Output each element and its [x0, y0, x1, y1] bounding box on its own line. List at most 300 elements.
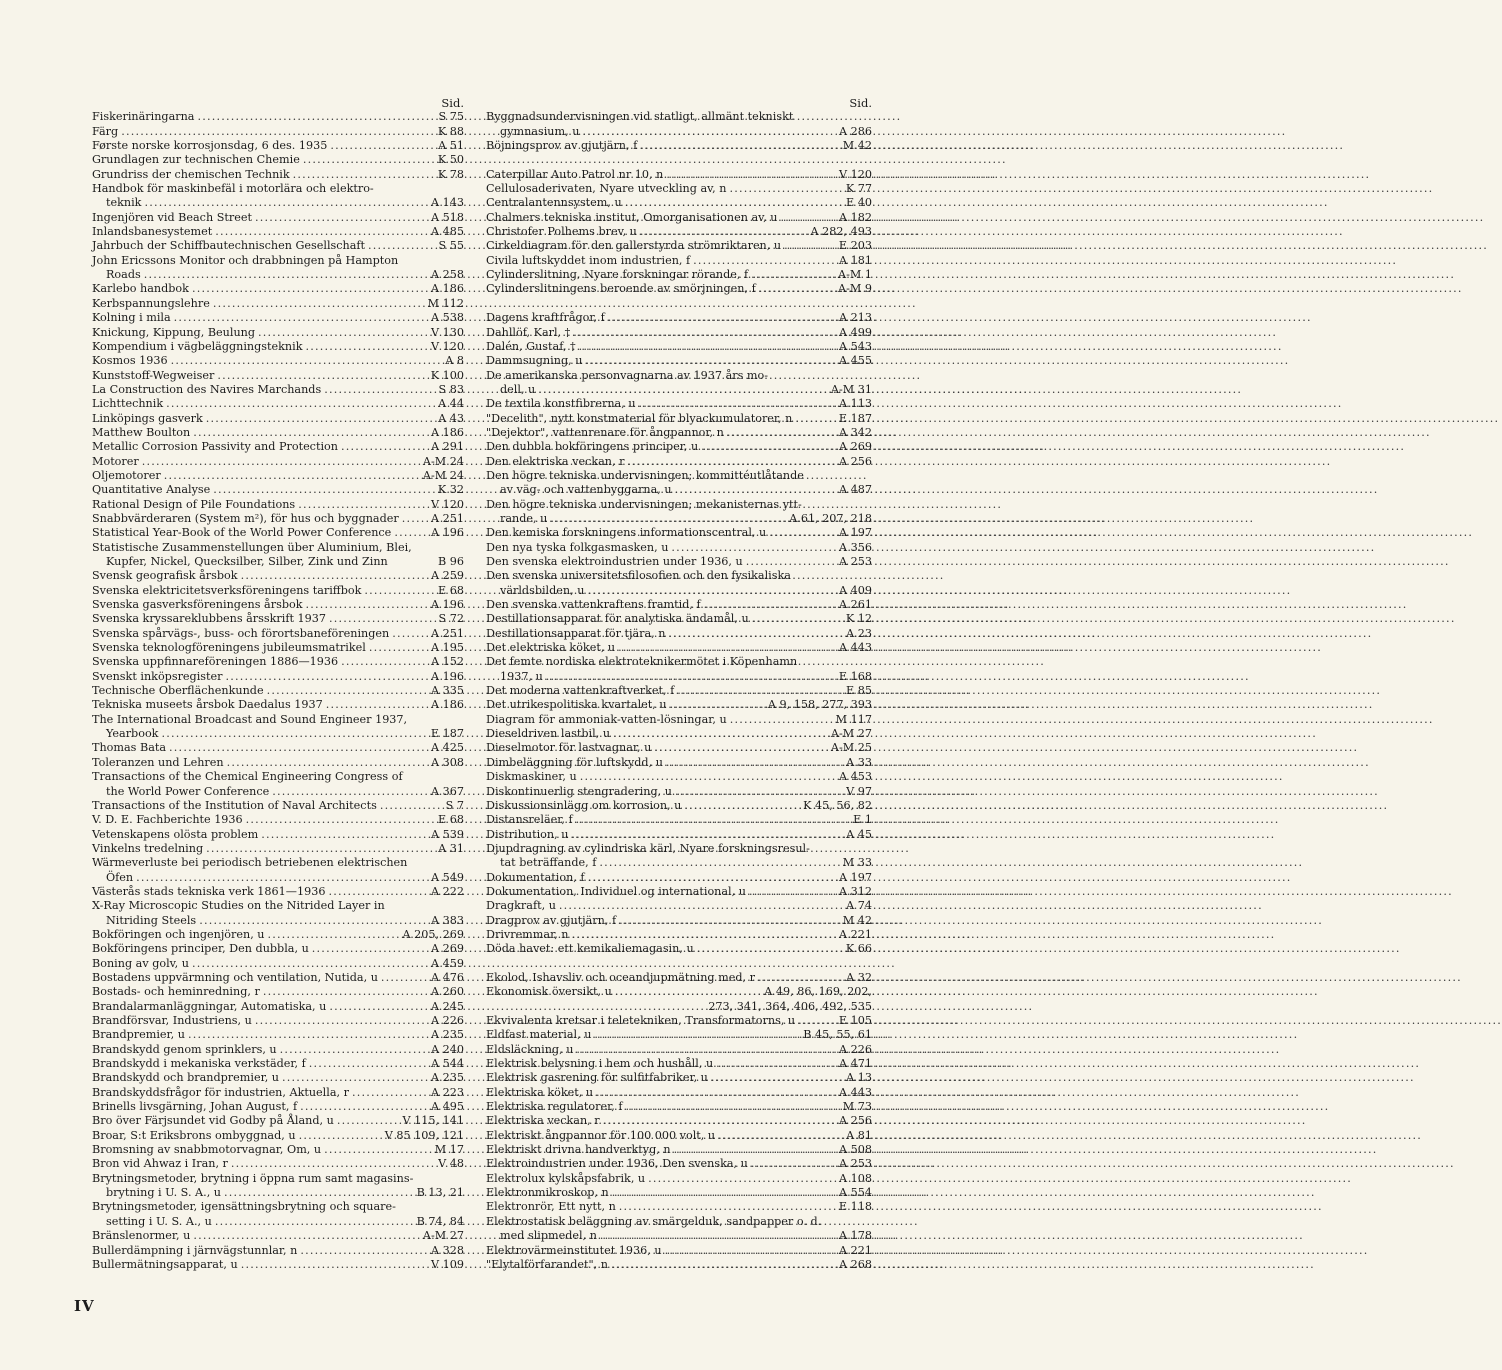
leader-dots [571, 828, 843, 842]
entry-page-ref: A 443 [839, 1085, 872, 1099]
leader-dots [215, 1215, 414, 1229]
entry-page-ref: V 109 [431, 1257, 464, 1271]
entry-title: Første norske korrosjonsdag, 6 des. 1935 [92, 139, 328, 153]
entry-page-ref: A 253 [839, 1157, 872, 1171]
index-entry [486, 440, 872, 454]
leader-dots [619, 914, 840, 928]
index-entry [486, 110, 872, 124]
leader-dots [300, 1244, 428, 1258]
index-entry [92, 110, 464, 124]
index-entry [486, 1043, 872, 1057]
entry-page-ref: A 286 [839, 124, 872, 138]
leader-dots [272, 785, 428, 799]
entry-page-ref: A-M 27 [422, 1229, 464, 1243]
entry-page-ref: A 538 [431, 311, 464, 325]
entry-title: Elektroindustrien under 1936, Den svenska, u [486, 1157, 748, 1171]
leader-dots [588, 871, 836, 885]
entry-title: Dieselmotor för lastvagnar, u [486, 741, 652, 755]
entry-page-ref: V 120 [431, 339, 464, 353]
entry-page-ref: A 443 [839, 641, 872, 655]
index-entry [92, 1028, 464, 1042]
index-entry [92, 125, 464, 139]
entry-page-ref: S 72 [438, 612, 464, 626]
entry-page-ref: A-M 27 [830, 727, 872, 741]
index-entry [486, 684, 872, 698]
entry-title: Boning av golv, u [92, 956, 189, 970]
entry-title: Bokföringen och ingenjören, u [92, 927, 265, 941]
entry-page-ref: K 50 [437, 153, 464, 167]
leader-dots [781, 211, 837, 225]
entry-page-ref: A 13 [846, 1071, 872, 1085]
index-entry [486, 813, 872, 827]
entry-title: Toleranzen und Lehren [92, 755, 224, 769]
right-index-rows [486, 110, 872, 1272]
index-entry [486, 254, 872, 268]
entry-page-ref: B 96 [437, 555, 464, 568]
entry-title: Svenskt inköpsregister [92, 669, 223, 683]
entry-title: Diskussionsinlägg om korrosion, u [486, 798, 682, 812]
entry-page-ref: A 539 [431, 827, 464, 841]
entry-title: Kunststoff-Wegweiser [92, 368, 215, 382]
leader-dots [784, 239, 836, 253]
leader-dots [665, 1244, 836, 1258]
entry-title: Oljemotorer [92, 468, 161, 482]
leader-dots [627, 455, 836, 469]
leader-dots [174, 311, 428, 325]
entry-title: Technische Oberflächenkunde [92, 684, 264, 698]
entry-page-ref: S 83 [438, 382, 464, 396]
leader-dots [576, 813, 851, 827]
section-spacer [486, 297, 872, 311]
leader-dots [759, 282, 835, 296]
entry-title: Karlebo handbok [92, 282, 189, 296]
entry-title: Thomas Bata [92, 741, 167, 755]
entry-title: Bostadens uppvärmning och ventilation, Nutida, u [92, 970, 378, 984]
entry-title: Den elektriska veckan, r [486, 454, 625, 468]
entry-title: Tekniska museets årsbok Daedalus 1937 [92, 698, 323, 712]
entry-title: Transactions of the Institution of Naval Architects [92, 798, 377, 812]
index-entry [92, 282, 464, 296]
entry-page-ref: A 518 [431, 210, 464, 224]
index-entry [92, 914, 464, 928]
leader-dots [246, 813, 435, 827]
entry-page-ref: M 112 [427, 296, 464, 310]
index-entry [486, 268, 872, 282]
entry-title: Svenska uppfinnareföreningen 1886—1936 [92, 655, 339, 669]
entry-page-ref: A 221 [839, 927, 872, 941]
index-entry [486, 211, 872, 225]
leader-dots [648, 1172, 836, 1186]
entry-page-ref: A 269 [431, 942, 464, 956]
leader-dots [192, 957, 428, 971]
entry-title: teknik [106, 196, 142, 210]
leader-dots [142, 455, 420, 469]
entry-title: Elektrolux kylskåpsfabrik, u [486, 1171, 646, 1185]
leader-dots [587, 584, 836, 598]
index-entry [486, 1057, 872, 1071]
leader-dots [171, 354, 443, 368]
entry-page-ref: V 115, 141 [402, 1114, 464, 1128]
index-entry [486, 455, 872, 469]
index-entry [486, 555, 872, 569]
entry-title: De amerikanska personvagnarna av 1937 års mo- [486, 368, 769, 382]
entry-page-ref: K 66 [845, 942, 872, 956]
entry-title: Kosmos 1936 [92, 354, 168, 368]
leader-dots [282, 1071, 428, 1085]
page-number: IV [74, 1297, 95, 1315]
index-entry [92, 885, 464, 899]
leader-dots [582, 125, 836, 139]
entry-title: Nitriding Steels [106, 913, 197, 927]
index-entry [486, 1028, 872, 1042]
entry-title: Statistical Year-Book of the World Power Conference [92, 526, 392, 540]
entry-title: Christofer Polhems brev, u [486, 225, 637, 239]
right-page-heading: Sid. [849, 96, 872, 110]
index-entry [486, 483, 872, 497]
leader-dots [798, 1014, 836, 1028]
entry-page-ref: A 213 [839, 311, 872, 325]
index-entry [486, 655, 872, 669]
index-entry [486, 828, 872, 842]
entry-page-ref: A 197 [839, 526, 872, 540]
index-entry [92, 254, 464, 268]
leader-dots [654, 741, 828, 755]
leader-dots [599, 856, 839, 870]
index-entry [92, 713, 464, 727]
entry-title: Öfen [106, 870, 134, 884]
index-entry [92, 1129, 464, 1143]
leader-dots [329, 612, 436, 626]
entry-title: Brytningsmetoder, brytning i öppna rum samt magasins- [92, 1171, 414, 1185]
entry-page-ref: A 152 [431, 655, 464, 669]
index-entry [486, 498, 872, 512]
entry-title: Brandskydd i mekaniska verkstäder, f [92, 1057, 306, 1071]
entry-page-ref: A 49, 86, 169, 202, [764, 985, 872, 999]
leader-dots [729, 182, 842, 196]
index-entry [486, 985, 872, 999]
entry-title: Grundriss der chemischen Technik [92, 167, 290, 181]
entry-title: gymnasium, u [500, 124, 580, 138]
leader-dots [402, 512, 428, 526]
index-entry [92, 813, 464, 827]
entry-page-ref: A 196 [431, 526, 464, 540]
entry-title: Jahrbuch der Schiffbautechnischen Gesellschaft [92, 239, 366, 253]
entry-page-ref: E 168 [838, 669, 872, 683]
index-entry [486, 627, 872, 641]
entry-title: Grundlagen zur technischen Chemie [92, 153, 300, 167]
index-entry [486, 1100, 872, 1114]
index-entry [92, 785, 464, 799]
leader-dots [538, 383, 828, 397]
entry-title: La Construction des Navires Marchands [92, 382, 322, 396]
entry-page-ref: A 195 [431, 641, 464, 655]
leader-dots [309, 1057, 428, 1071]
index-entry [92, 1014, 464, 1028]
index-entry [92, 297, 464, 311]
index-entry [92, 770, 464, 784]
entry-page-ref: K 100 [430, 368, 464, 382]
leader-dots [215, 225, 428, 239]
entry-title: Motorer [92, 454, 139, 468]
index-entry [486, 971, 872, 985]
entry-title: Svensk geografisk årsbok [92, 569, 238, 583]
leader-dots [615, 985, 761, 999]
entry-page-ref: A 476 [431, 970, 464, 984]
entry-page-ref: M 42 [842, 913, 872, 927]
leader-dots [193, 1229, 420, 1243]
leader-dots [368, 239, 435, 253]
entry-title: Djupdragning av cylindriska kärl, Nyare forskningsresul- [486, 841, 810, 855]
entry-page-ref: A 31 [438, 841, 464, 855]
index-entry [92, 627, 464, 641]
entry-page-ref: A 335 [431, 684, 464, 698]
entry-title: Den nya tyska folkgasmasken, u [486, 540, 669, 554]
entry-page-ref: K 12 [845, 612, 872, 626]
entry-title: Diagram för ammoniak-vatten-lösningar, u [486, 712, 727, 726]
index-entry [92, 1157, 464, 1171]
index-entry [486, 354, 872, 368]
entry-page-ref: A 471 [839, 1057, 872, 1071]
entry-page-ref: B 45, 55, 61 [803, 1028, 872, 1042]
entry-page-ref: A 108 [839, 1171, 872, 1185]
index-entry [486, 1114, 872, 1128]
leader-dots [718, 1129, 843, 1143]
entry-title: Byggnadsundervisningen vid statligt, allmänt tekniskt [486, 110, 794, 124]
entry-title: Dokumentation, Individuel og international, u [486, 884, 746, 898]
entry-title: John Ericssons Monitor och drabbningen på Hampton [92, 253, 399, 267]
index-entry [92, 397, 464, 411]
entry-page-ref: M 73 [842, 1100, 872, 1114]
index-entry [486, 770, 872, 784]
index-entry [486, 799, 872, 813]
index-entry [92, 756, 464, 770]
leader-dots [306, 340, 429, 354]
leader-dots [258, 326, 428, 340]
index-entry [486, 397, 872, 411]
index-entry [486, 856, 872, 870]
section-spacer [486, 957, 872, 971]
entry-title: Det moderna vattenkraftverket, f [486, 684, 675, 698]
entry-title: Den svenska universitetsfilosofien och den fysikaliska [486, 569, 791, 583]
entry-page-ref: A 32 [846, 970, 872, 984]
index-entry [92, 555, 464, 569]
index-entry [486, 1172, 872, 1186]
index-entry [92, 928, 464, 942]
entry-title: Döda havet: ett kemikaliemagasin, u [486, 942, 694, 956]
leader-dots [751, 268, 835, 282]
index-entry [92, 498, 464, 512]
index-entry [92, 168, 464, 182]
entry-page-ref: A 197 [839, 870, 872, 884]
leader-dots [795, 412, 836, 426]
entry-page-ref: A 268 [839, 1257, 872, 1271]
index-entry [92, 225, 464, 239]
entry-title: Dimbeläggning för luftskydd, u [486, 755, 663, 769]
leader-dots [612, 1186, 836, 1200]
leader-dots [380, 799, 443, 813]
index-entry [92, 871, 464, 885]
leader-dots [640, 139, 839, 153]
entry-page-ref: A 245 [431, 999, 464, 1013]
entry-page-ref: B 13, 21 [416, 1186, 464, 1200]
entry-title: tat beträffande, f [500, 856, 597, 870]
leader-dots [600, 1229, 836, 1243]
entry-title: Bro över Färjsundet vid Godby på Åland, u [92, 1114, 334, 1128]
entry-page-ref: A 81 [846, 1128, 872, 1142]
index-entry [92, 1244, 464, 1258]
entry-title: Dragkraft, u [486, 899, 556, 913]
index-entry [486, 282, 872, 296]
index-entry [92, 684, 464, 698]
index-entry [92, 268, 464, 282]
entry-title: Metallic Corrosion Passivity and Protection [92, 440, 338, 454]
entry-title: Knickung, Kippung, Beulung [92, 325, 256, 339]
left-page-heading: Sid. [441, 96, 464, 110]
index-entry [92, 1186, 464, 1200]
entry-page-ref: A-M 31 [830, 382, 872, 396]
index-entry [92, 569, 464, 583]
index-entry [92, 541, 464, 555]
index-entry [92, 670, 464, 684]
entry-page-ref: A 425 [431, 741, 464, 755]
index-entry [486, 1086, 872, 1100]
index-entry [92, 196, 464, 210]
leader-dots [161, 727, 427, 741]
entry-page-ref: A 186 [431, 425, 464, 439]
entry-page-ref: A 259 [431, 569, 464, 583]
leader-dots [293, 168, 435, 182]
index-entry [92, 856, 464, 870]
entry-page-ref: A-M 9 [838, 282, 872, 296]
leader-dots [572, 928, 836, 942]
entry-page-ref: K 45, 56, 82 [803, 798, 872, 812]
leader-dots [193, 426, 428, 440]
index-entry [486, 1229, 872, 1243]
leader-dots [625, 1100, 839, 1114]
entry-title: Bokföringens principer, Den dubbla, u [92, 942, 309, 956]
leader-dots [550, 512, 786, 526]
leader-dots [224, 1186, 414, 1200]
entry-title: Civila luftskyddet inom industrien, f [486, 253, 691, 267]
entry-page-ref: A 61, 207, 218 [789, 511, 872, 525]
entry-title: Den svenska vattenkraftens framtid, f [486, 598, 701, 612]
leader-dots [674, 1143, 836, 1157]
leader-dots [226, 670, 429, 684]
index-entry [486, 426, 872, 440]
leader-dots [751, 1157, 836, 1171]
index-entry [486, 1143, 872, 1157]
index-entry [92, 483, 464, 497]
leader-dots [227, 756, 428, 770]
leader-dots [618, 641, 836, 655]
entry-title: Caterpillar Auto Patrol nr 10, n [486, 167, 664, 181]
entry-page-ref: V 130 [431, 325, 464, 339]
leader-dots [337, 1114, 400, 1128]
entry-title: Eldsläckning, u [486, 1042, 574, 1056]
index-entry [486, 168, 872, 182]
index-entry [486, 1215, 872, 1229]
index-entry [486, 526, 872, 540]
entry-title: Broar, S:t Eriksbrons ombyggnad, u [92, 1128, 296, 1142]
index-entry [92, 1071, 464, 1085]
index-entry [92, 985, 464, 999]
entry-title: Den dubbla bokföringens principer, u [486, 440, 699, 454]
index-entry [92, 655, 464, 669]
entry-page-ref: V 48 [438, 1157, 464, 1171]
leader-dots [328, 885, 428, 899]
entry-title: brytning i U. S. A., u [106, 1186, 222, 1200]
entry-title: Brandpremier, u [92, 1028, 185, 1042]
leader-dots [675, 483, 836, 497]
entry-title: Bron vid Ahwaz i Iran, r [92, 1157, 228, 1171]
entry-title: Elektrovärmeinstitutet 1936, u [486, 1243, 662, 1257]
entry-title: setting i U. S. A., u [106, 1214, 212, 1228]
entry-title: med slipmedel, n [500, 1229, 597, 1243]
leader-dots [671, 541, 836, 555]
entry-title: Cirkeldiagram för den gallerstyrda strömriktaren, u [486, 239, 782, 253]
entry-title: Västerås stads tekniska verk 1861—1936 [92, 884, 326, 898]
entry-page-ref: A 256 [839, 1114, 872, 1128]
entry-page-ref: S 75 [438, 110, 464, 124]
index-entry [486, 340, 872, 354]
entry-title: Bullermätningsapparat, u [92, 1257, 238, 1271]
entry-page-ref: A 549 [431, 870, 464, 884]
index-entry [486, 182, 872, 196]
leader-dots [192, 282, 428, 296]
leader-dots [684, 799, 800, 813]
index-entry [92, 1229, 464, 1243]
entry-title: Ingenjören vid Beach Street [92, 210, 252, 224]
index-entry [486, 727, 872, 741]
entry-page-ref: A 308 [431, 755, 464, 769]
entry-page-ref: M 17 [434, 1143, 464, 1157]
entry-page-ref: A 221 [839, 1243, 872, 1257]
leader-dots [136, 871, 428, 885]
entry-page-ref: A 44 [438, 397, 464, 411]
leader-dots [352, 1086, 428, 1100]
index-entry [92, 828, 464, 842]
leader-dots [217, 369, 427, 383]
leader-dots [231, 1157, 435, 1171]
entry-page-ref: A 186 [431, 698, 464, 712]
leader-dots [746, 555, 836, 569]
index-entry [92, 426, 464, 440]
entry-title: Dokumentation, f [486, 870, 585, 884]
entry-title: Wärmeverluste bei periodisch betriebenen elektrischen [92, 856, 408, 870]
leader-dots [197, 110, 435, 124]
entry-page-ref: A 196 [431, 669, 464, 683]
entry-title: Den högre tekniska undervisningen; kommittéutlåtande [486, 468, 804, 482]
leader-dots [166, 397, 435, 411]
entry-title: Eldfast material, u [486, 1028, 592, 1042]
entry-page-ref: E 105 [838, 1014, 872, 1027]
leader-dots [206, 412, 435, 426]
entry-title: Linköpings gasverk [92, 411, 203, 425]
entry-title: Kupfer, Nickel, Quecksilber, Silber, Zink und Zinn [106, 555, 388, 568]
entry-page-ref: B 74, 84 [416, 1214, 464, 1228]
index-entry [92, 1100, 464, 1114]
index-entry [92, 440, 464, 454]
leader-dots [255, 1014, 428, 1028]
entry-page-ref: M 33 [842, 856, 872, 870]
index-entry [486, 1186, 872, 1200]
leader-dots [261, 828, 428, 842]
entry-title: Det utrikespolitiska kvartalet, u [486, 698, 667, 712]
entry-page-ref: A 143 [431, 196, 464, 210]
index-entry [486, 914, 872, 928]
entry-page-ref: E 187 [430, 727, 464, 741]
entry-page-ref: A 33 [846, 755, 872, 769]
